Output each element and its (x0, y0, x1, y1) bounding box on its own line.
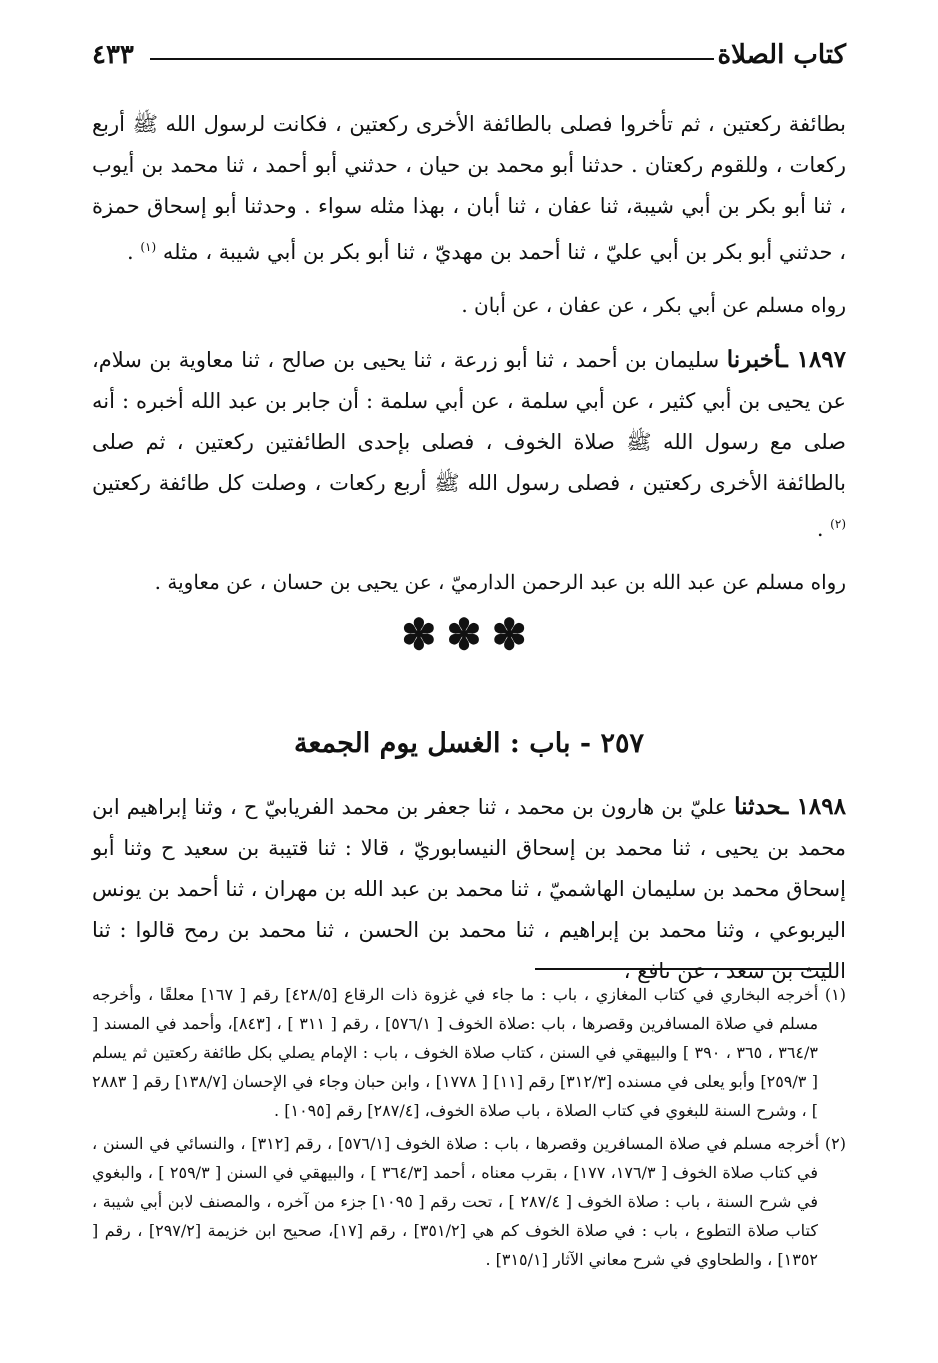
footnote-ref-2: (٢) (830, 517, 846, 531)
chapter-title: ٢٥٧ - باب : الغسل يوم الجمعة (294, 728, 644, 759)
hadith-number-1897: ١٨٩٧ ـ (781, 346, 847, 373)
hadith-text-1897: سليمان بن أحمد ، ثنا أبو زرعة ، ثنا يحيى بن صالح ، ثنا معاوية بن سلام، عن يحيى بن أبي كثير ، عن أبي سلمة ، عن أبي سلمة : أن جابر بن عبد الله أخبره : أنه صلى مع رسول الله ﷺ صلاة الخوف ، فصلى بإحدى الطائفتين ركعتين ، ثم صلى بالطائفة الأخرى ركعتين ، فصلى رسول الله ﷺ أربع ركعات ، وصلت كل طائفة ركعتين (92, 348, 846, 495)
narration-2: رواه مسلم عن عبد الله بن عبد الرحمن الدارميّ ، عن يحيى بن حسان ، عن معاوية . (154, 570, 846, 594)
section-separator: ✽✽✽ (401, 610, 537, 659)
paragraph-block1 (92, 104, 846, 273)
footnote-1: (١) أخرجه البخاري في كتاب المغازي ، باب : ما جاء في غزوة ذات الرقاع [٤٢٨/٥] رقم [ ١٦٧] معلقًا ، وأخرجه مسلم في صلاة المسافرين وقصرها ، باب :صلاة الخوف [ ٥٧٦/١] ، رقم [ ٣١١ ] ، [٨٤٣]، وأحمد في المسند [ ٣٦٤/٣ ، ٣٦٥ ، ٣٩٠ ] والبيهقي في السنن ، كتاب صلاة الخوف ، باب : الإمام يصلي بكل طائفة ركعتين ثم يسلم [ ٢٥٩/٣] وأبو يعلى في مسنده [٣١٢/٣] رقم [١١] [ ١٧٧٨] ، وابن حبان وجاء في الإحسان [١٣٨/٧] رقم [ ٢٨٨٣ ] ، وشرح السنة للبغوي في كتاب الصلاة ، باب صلاة الخوف، [٢٨٧/٤] رقم [١٠٩٥] . (92, 985, 847, 1120)
page-number: ٤٣٣ (92, 40, 134, 70)
hadith-text-1898: عليّ بن هارون بن محمد ، ثنا جعفر بن محمد الفريابيّ ح ، وثنا إبراهيم ابن محمد بن يحيى ، ثنا محمد بن إسحاق النيسابوريّ ، قالا : ثنا قتيبة بن سعيد ح وثنا أبو إسحاق محمد بن سليمان الهاشميّ ، ثنا محمد بن عبد الله بن مهران ، ثنا أحمد بن يونس اليربوعي ، وثنا محمد بن إبراهيم ، ثنا محمد بن الحسن ، ثنا محمد بن رمح قالوا : ثنا الليث بن سعد ، عن نافع ، (92, 795, 846, 983)
narration-1: رواه مسلم عن أبي بكر ، عن عفان ، عن أبان . (461, 293, 846, 317)
hadith-lead-1898: حدثنا (734, 793, 782, 820)
footnote-2: (٢) أخرجه مسلم في صلاة المسافرين وقصرها ، باب : صلاة الخوف [٥٧٦/١] ، رقم [٣١٢] ، والنسائي في السنن ، في كتاب صلاة الخوف [ ١٧٦/٣، ١٧٧] ، بقرب معناه ، أحمد [٣٦٤/٣ ] ، والبيهقي في السنن [ ٢٥٩/٣ ] ، والبغوي في شرح السنة ، باب : صلاة الخوف [ ٢٨٧/٤ ] ، تحت رقم [ ١٠٩٥] جزء من آخره ، والمصنف لابن أبي شيبة ، كتاب صلاة التطوع ، باب : في صلاة الخوف كم هي [٣٥١/٢] ، رقم [١٧]، صحيح ابن خزيمة [٢٩٧/٢] ، رقم [ ١٣٥٢] ، والطحاوي في شرح معاني الآثار [٣١٥/١] . (92, 1134, 846, 1269)
block1-end: . (127, 240, 141, 264)
hadith-1897 (92, 339, 846, 550)
hadith-end-1897: . (816, 517, 831, 541)
footnote-rule (535, 968, 829, 970)
running-title: كتاب الصلاة (717, 40, 846, 70)
header-rule (150, 58, 714, 60)
page-header (92, 38, 846, 74)
hadith-lead-1897: أخبرنا (726, 346, 782, 373)
main-text-upper (92, 104, 846, 602)
footnote-ref-1: (١) (140, 240, 157, 254)
main-text-lower (92, 786, 846, 992)
hadith-number-1898: ١٨٩٨ ـ (781, 793, 846, 820)
block1-text: بطائفة ركعتين ، ثم تأخروا فصلى بالطائفة الأخرى ركعتين ، فكانت لرسول الله ﷺ أربع ركعات ، وللقوم ركعتان . حدثنا أبو محمد بن حيان ، حدثني أبو أحمد ، ثنا محمد بن أيوب ، ثنا أبو بكر بن أبي شيبة، ثنا عفان ، ثنا أبان ، بهذا مثله سواء . وحدثنا أبو إسحاق حمزة ، حدثني أبو بكر بن أبي عليّ ، ثنا أحمد بن مهديّ ، ثنا أبو بكر بن أبي شيبة ، مثله (92, 112, 846, 264)
hadith-1898 (92, 786, 846, 992)
footnotes (92, 980, 846, 1274)
